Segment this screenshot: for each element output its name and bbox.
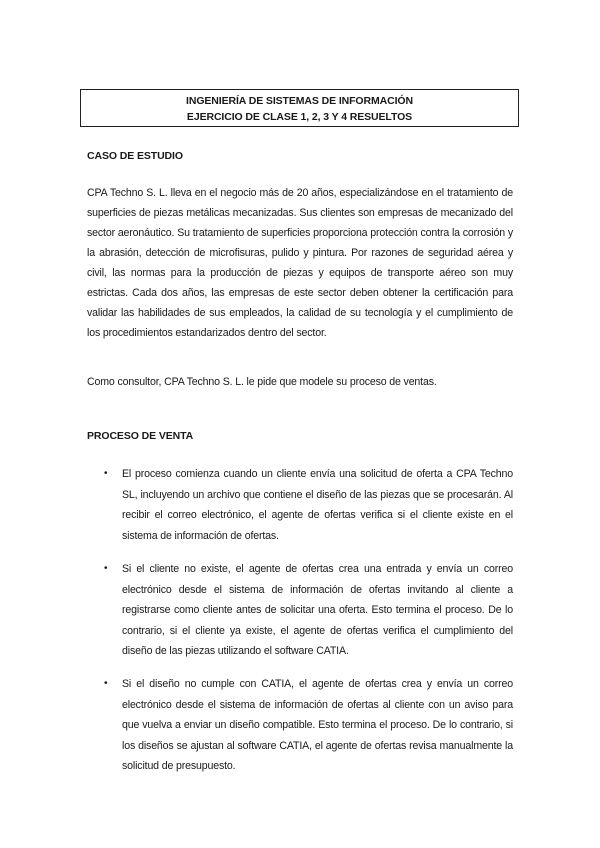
list-item-text: Si el cliente no existe, el agente de ofertas crea una entrada y envía un correo electrónico desde el sistema de información de ofertas invitando al cliente a registrarse como cliente antes de solicitar una oferta. Esto termina el proceso. De lo contrario, si el cliente ya existe, el agente de ofertas verifica el cumplimiento del diseño de las piezas utilizando el software CATIA. [122, 563, 513, 657]
title-box [80, 89, 519, 127]
bullet-icon: • [104, 468, 108, 479]
case-study-heading: CASO DE ESTUDIO [87, 150, 183, 162]
list-item [104, 464, 513, 546]
list-item [104, 674, 513, 777]
exercise-title: EJERCICIO DE CLASE 1, 2, 3 Y 4 RESUELTOS [186, 111, 413, 123]
course-title: INGENIERÍA DE SISTEMAS DE INFORMACIÓN [186, 95, 413, 107]
bullet-icon: • [104, 563, 108, 574]
list-item-text: Si el diseño no cumple con CATIA, el agente de ofertas crea y envía un correo electrónico desde el sistema de información de ofertas al cliente con un aviso para que vuelva a enviar un diseño compatible. Esto termina el proceso. De lo contrario, si los diseños se ajustan al software CATIA, el agente de ofertas revisa manualmente la solicitud de presupuesto. [122, 678, 513, 772]
case-study-paragraph: CPA Techno S. L. lleva en el negocio más de 20 años, especializándose en el tratamiento de superficies de piezas metálicas mecanizadas. Sus clientes son empresas de mecanizado del sector aeronáutico. Su tratamiento de superficies proporciona protección contra la corrosión y la abrasión, detección de microfisuras, pulido y pintura. Por razones de seguridad aérea y civil, las normas para la producción de piezas y equipos de transporte aéreo son muy estrictas. Cada dos años, las empresas de este sector deben obtener la certificación para validar las habilidades de sus empleados, la calidad de su tecnología y el cumplimiento de los procedimientos estandarizados dentro del sector. [87, 187, 513, 339]
list-item [104, 559, 513, 662]
bullet-icon: • [104, 678, 108, 689]
consultant-paragraph: Como consultor, CPA Techno S. L. le pide que modele su proceso de ventas. [87, 376, 437, 388]
sales-process-heading: PROCESO DE VENTA [87, 430, 194, 442]
list-item-text: El proceso comienza cuando un cliente envía una solicitud de oferta a CPA Techno SL, incluyendo un archivo que contiene el diseño de las piezas que se procesarán. Al recibir el correo electrónico, el agente de ofertas verifica si el cliente existe en el sistema de información de ofertas. [122, 468, 513, 542]
